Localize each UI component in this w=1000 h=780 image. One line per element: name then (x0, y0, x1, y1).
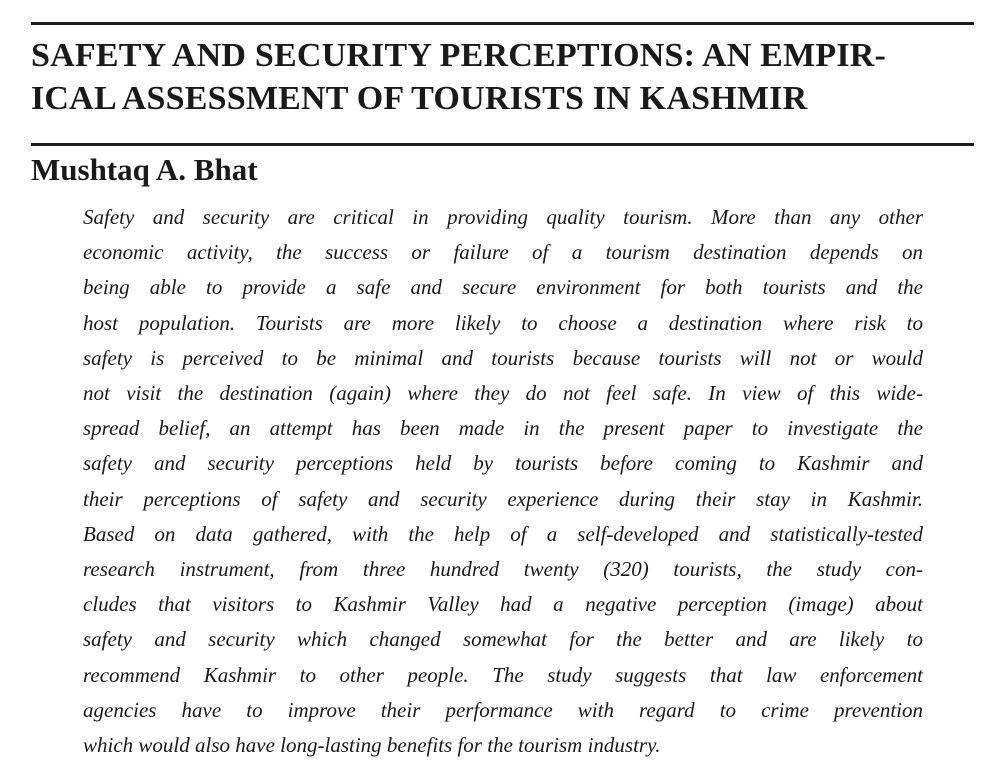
abstract-line: which would also have long-lasting benefits for the tourism industry. (83, 733, 661, 758)
abstract-line: recommend Kashmir to other people. The study suggests that law enforcement (83, 662, 923, 687)
abstract-line: host population. Tourists are more likely to choose a destination where risk to (83, 310, 923, 335)
abstract-line: safety is perceived to be minimal and tourists because tourists will not or would (83, 345, 923, 370)
abstract-line: agencies have to improve their performance with regard to crime prevention (83, 697, 923, 722)
paper-title (31, 34, 991, 120)
abstract-line: Based on data gathered, with the help of a self-developed and statistically-tested (83, 521, 923, 546)
abstract-line: spread belief, an attempt has been made in the present paper to investigate the (83, 416, 923, 441)
abstract-line: research instrument, from three hundred twenty (320) tourists, the study con- (83, 557, 923, 582)
abstract-line: economic activity, the success or failure of a tourism destination depends on (83, 240, 923, 265)
title-rule (31, 143, 974, 146)
abstract-line: their perceptions of safety and security experience during their stay in Kashmir. (83, 486, 923, 511)
abstract-line: Safety and security are critical in providing quality tourism. More than any other (83, 205, 923, 229)
author-name: Mushtaq A. Bhat (31, 152, 258, 187)
abstract-line: safety and security perceptions held by tourists before coming to Kashmir and (83, 451, 923, 476)
abstract (83, 200, 923, 763)
title-line: ICAL ASSESSMENT OF TOURISTS IN KASHMIR (31, 80, 808, 117)
abstract-line: being able to provide a safe and secure environment for both tourists and the (83, 275, 923, 300)
top-rule (31, 22, 974, 25)
title-line: SAFETY AND SECURITY PERCEPTIONS: AN EMPIR- (31, 37, 887, 74)
abstract-line: not visit the destination (again) where they do not feel safe. In view of this wide- (83, 381, 923, 406)
abstract-line: cludes that visitors to Kashmir Valley had a negative perception (image) about (83, 592, 923, 617)
abstract-line: safety and security which changed somewhat for the better and are likely to (83, 627, 923, 652)
